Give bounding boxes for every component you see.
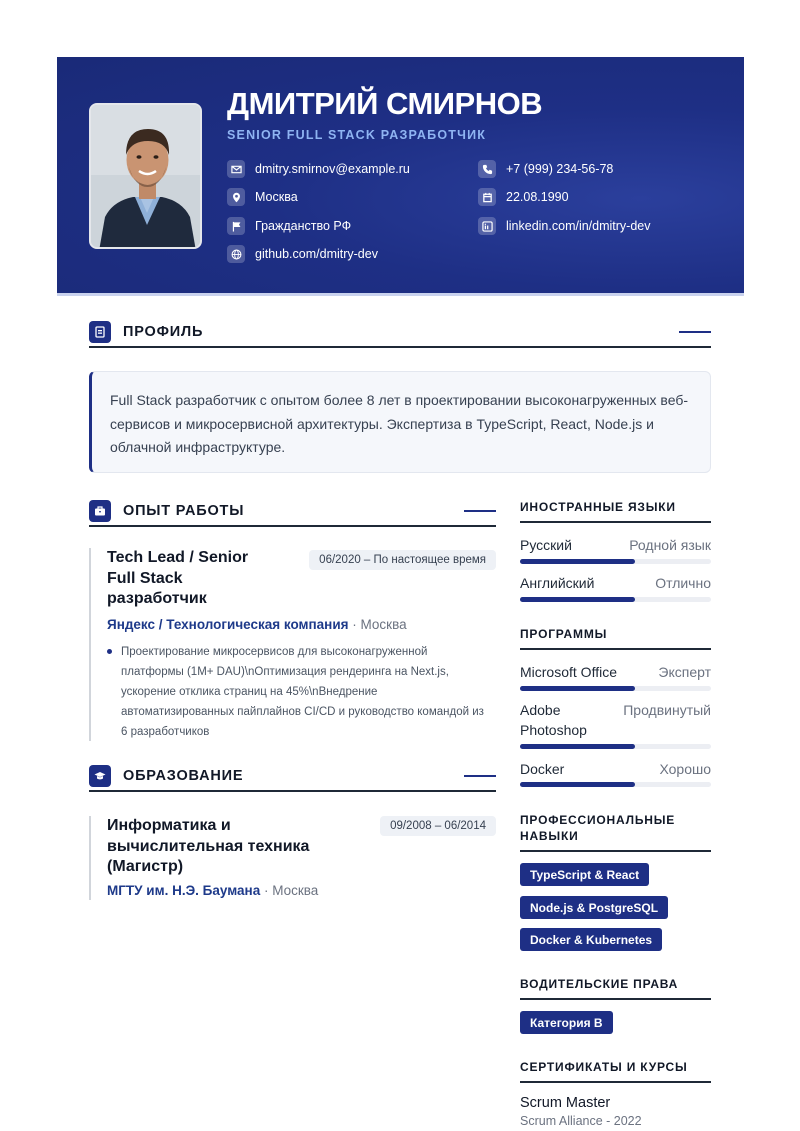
- experience-entry: [89, 548, 496, 741]
- globe-icon: [227, 245, 245, 263]
- level-bar: [520, 744, 711, 749]
- job-employer-line: [107, 616, 496, 634]
- education-heading-text: ОБРАЗОВАНИЕ: [123, 768, 244, 784]
- contact-linkedin[interactable]: [478, 217, 651, 235]
- license-tag: Категория B: [520, 1011, 613, 1034]
- contact-linkedin-text: linkedin.com/in/dmitry-dev: [506, 219, 651, 233]
- skill-tag: Docker & Kubernetes: [520, 928, 662, 951]
- contact-city-text: Москва: [255, 190, 298, 204]
- education-dates: 09/2008 – 06/2014: [380, 816, 496, 836]
- profile-section-heading: [89, 318, 711, 348]
- program-name: Adobe Photoshop: [520, 702, 587, 738]
- contact-github-text: github.com/dmitry-dev: [255, 247, 378, 261]
- experience-heading-text: ОПЫТ РАБОТЫ: [123, 503, 245, 519]
- education-section-heading: [89, 762, 496, 792]
- program-item: [520, 662, 711, 696]
- graduation-cap-icon: [89, 765, 111, 787]
- level-bar: [520, 597, 711, 602]
- certificate-name: Scrum Master: [520, 1095, 611, 1111]
- location-pin-icon: [227, 188, 245, 206]
- contact-phone-text: +7 (999) 234-56-78: [506, 162, 614, 176]
- education-entry: [89, 816, 496, 900]
- job-title: Tech Lead / Senior Full Stack разработчик: [107, 549, 249, 607]
- certificate-issuer: Scrum Alliance - 2022: [520, 1114, 642, 1128]
- contact-city: [227, 188, 298, 206]
- skill-tag: TypeScript & React: [520, 863, 649, 886]
- language-item: [520, 535, 711, 569]
- program-name: Docker: [520, 761, 565, 777]
- job-company: Яндекс / Технологическая компания: [107, 616, 349, 632]
- profile-photo: [89, 103, 202, 249]
- language-name: Русский: [520, 537, 572, 553]
- calendar-icon: [478, 188, 496, 206]
- contact-citizenship: [227, 217, 351, 235]
- contact-email-text: dmitry.smirnov@example.ru: [255, 162, 410, 176]
- school-name: МГТУ им. Н.Э. Баумана: [107, 882, 261, 898]
- school-location: · Москва: [260, 882, 319, 898]
- linkedin-icon: [478, 217, 496, 235]
- job-description: Проектирование микросервисов для высоконагруженной платформы (1M+ DAU)\nОптимизация рендеринга на Next.js, ускорение отклика страниц на 45%\nВнедрение автоматизированных пайплайнов CI/CD и руководство командой из 6 разработчиков: [107, 642, 487, 742]
- level-bar: [520, 686, 711, 691]
- job-dates: 06/2020 – По настоящее время: [309, 550, 496, 570]
- program-name: Microsoft Office: [520, 664, 617, 680]
- degree-title: Информатика и вычислительная техника (Магистр): [107, 817, 310, 875]
- person-portrait-image: [91, 105, 202, 249]
- contact-birthdate-text: 22.08.1990: [506, 190, 569, 204]
- languages-heading: ИНОСТРАННЫЕ ЯЗЫКИ: [520, 499, 711, 523]
- skills-heading: ПРОФЕССИОНАЛЬНЫЕ НАВЫКИ: [520, 812, 711, 852]
- certificates-heading: СЕРТИФИКАТЫ И КУРСЫ: [520, 1059, 711, 1083]
- contact-email[interactable]: [227, 160, 410, 178]
- resume-header: [57, 57, 744, 296]
- heading-accent-line: [464, 510, 496, 512]
- flag-icon: [227, 217, 245, 235]
- language-name: Английский: [520, 575, 595, 591]
- candidate-name: ДМИТРИЙ СМИРНОВ: [227, 86, 543, 121]
- language-item: [520, 573, 711, 607]
- level-bar: [520, 782, 711, 787]
- briefcase-icon: [89, 500, 111, 522]
- program-item: [520, 759, 711, 793]
- program-level: Эксперт: [658, 664, 711, 680]
- id-card-icon: [89, 321, 111, 343]
- heading-accent-line: [464, 775, 496, 777]
- language-level: Отлично: [655, 575, 711, 591]
- contact-github[interactable]: [227, 245, 378, 263]
- level-bar: [520, 559, 711, 564]
- envelope-icon: [227, 160, 245, 178]
- heading-accent-line: [679, 331, 711, 333]
- contact-phone[interactable]: [478, 160, 613, 178]
- contact-birthdate: [478, 188, 569, 206]
- program-item: [520, 700, 711, 754]
- candidate-title: SENIOR FULL STACK РАЗРАБОТЧИК: [227, 128, 487, 142]
- programs-heading: ПРОГРАММЫ: [520, 626, 711, 650]
- education-school-line: [107, 882, 496, 900]
- experience-section-heading: [89, 497, 496, 527]
- driving-heading: ВОДИТЕЛЬСКИЕ ПРАВА: [520, 976, 711, 1000]
- program-level: Хорошо: [659, 761, 711, 777]
- job-location: · Москва: [348, 616, 407, 632]
- profile-heading-text: ПРОФИЛЬ: [123, 324, 204, 340]
- contact-citizenship-text: Гражданство РФ: [255, 219, 352, 233]
- phone-icon: [478, 160, 496, 178]
- profile-summary: Full Stack разработчик с опытом более 8 лет в проектировании высоконагруженных веб-сервисов и микросервисной архитектуры. Экспертиза в TypeScript, React, Node.js и облачной инфраструктуре.: [89, 371, 711, 473]
- program-level: Продвинутый: [623, 702, 711, 718]
- language-level: Родной язык: [629, 537, 711, 553]
- skill-tag: Node.js & PostgreSQL: [520, 896, 668, 919]
